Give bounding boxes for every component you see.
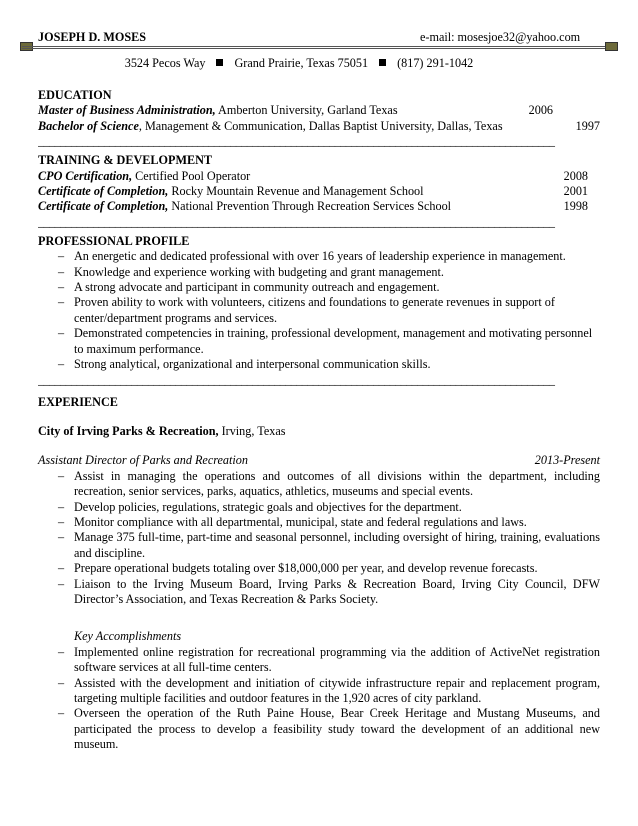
training-entry — [38, 184, 600, 199]
certification-name: Certificate of Completion, — [38, 184, 169, 199]
profile-item — [38, 265, 600, 280]
job-title-row — [38, 453, 600, 468]
accomplishments-heading: Key Accomplishments — [74, 629, 182, 644]
dash-bullet-icon: – — [58, 706, 65, 721]
duty-item — [38, 577, 600, 608]
accomplishment-item — [38, 645, 600, 676]
training-text — [38, 169, 250, 184]
profile-item-text: Strong analytical, organizational and interpersonal communication skills. — [74, 357, 431, 372]
education-text — [38, 119, 503, 134]
duty-item — [38, 500, 600, 515]
training-heading: TRAINING & DEVELOPMENT — [38, 153, 213, 168]
training-entry — [38, 199, 600, 214]
training-text — [38, 199, 451, 214]
header-rule — [22, 46, 616, 49]
education-detail: Amberton University, Garland Texas — [215, 103, 398, 118]
degree-name: Master of Business Administration, — [38, 103, 216, 118]
duty-item-text: Manage 375 full-time, part-time and seasonal personnel, including oversight of hiring, training, evaluations and discipline. — [74, 530, 600, 560]
training-year: 1998 — [563, 199, 588, 214]
experience-heading: EXPERIENCE — [38, 394, 118, 409]
education-year: 1997 — [575, 118, 600, 133]
profile-item-text: Knowledge and experience working with budgeting and grant management. — [74, 264, 444, 279]
resume-body — [38, 88, 600, 753]
dash-bullet-icon: – — [58, 295, 65, 310]
duty-item — [38, 530, 600, 561]
certification-name: Certificate of Completion, — [38, 199, 169, 214]
education-year: 2006 — [528, 103, 553, 118]
accomplishment-item — [38, 676, 600, 707]
dash-bullet-icon: – — [58, 675, 65, 690]
accomplishment-item — [38, 706, 600, 752]
duty-item — [38, 469, 600, 500]
duty-item — [38, 561, 600, 576]
employer-location: Irving, Texas — [218, 423, 286, 438]
certification-name: CPO Certification, — [38, 168, 133, 183]
dash-bullet-icon: – — [58, 326, 65, 341]
degree-name: Bachelor of Science — [38, 118, 139, 133]
applicant-name: JOSEPH D. MOSES — [38, 30, 147, 44]
dash-bullet-icon: – — [58, 644, 65, 659]
profile-item-text: An energetic and dedicated professional with over 16 years of leadership experience in management. — [74, 249, 566, 264]
dash-bullet-icon: – — [58, 280, 65, 295]
profile-item — [38, 249, 600, 264]
profile-item — [38, 326, 600, 357]
duty-item-text: Develop policies, regulations, strategic goals and objectives for the department. — [74, 499, 462, 514]
education-entry — [38, 103, 600, 118]
education-detail: , Management & Communication, Dallas Baptist University, Dallas, Texas — [138, 118, 503, 133]
dash-bullet-icon: – — [58, 514, 65, 529]
city-state-zip: Grand Prairie, Texas 75051 — [234, 56, 369, 70]
job-dates: 2013-Present — [534, 453, 600, 468]
duties-list — [38, 469, 600, 608]
dash-bullet-icon: – — [58, 499, 65, 514]
profile-list — [38, 249, 600, 372]
section-divider: ______________________________________________________________________________________________ — [38, 372, 555, 387]
email-address: e-mail: mosesjoe32@yahoo.com — [420, 30, 581, 44]
street-address: 3524 Pecos Way — [124, 56, 206, 70]
profile-heading: PROFESSIONAL PROFILE — [38, 233, 190, 248]
profile-item-text: Demonstrated competencies in training, professional development, management and motivating personnel to maximum performance. — [74, 326, 593, 356]
duty-item-text: Liaison to the Irving Museum Board, Irving Parks & Recreation Board, Irving City Council, DFW Director’s Association, and Texas Recreation & Parks Society. — [74, 576, 600, 606]
dash-bullet-icon: – — [58, 357, 65, 372]
training-entry — [38, 169, 600, 184]
education-text — [38, 103, 398, 118]
employer-line — [38, 424, 600, 439]
section-divider: ______________________________________________________________________________________________ — [38, 134, 555, 149]
dash-bullet-icon: – — [58, 561, 65, 576]
profile-item — [38, 295, 600, 326]
education-list — [38, 103, 600, 134]
right-rule-ornament — [605, 42, 618, 51]
duty-item-text: Assist in managing the operations and outcomes of all divisions within the department, including recreation, senior services, parks, aquatics, athletics, museums and special events. — [74, 468, 600, 499]
profile-item — [38, 280, 600, 295]
profile-item-text: Proven ability to work with volunteers, citizens and foundations to generate revenues in support of center/department programs and services. — [74, 295, 555, 325]
accomplishment-item-text: Overseen the operation of the Ruth Paine House, Bear Creek Heritage and Mustang Museums, and participated the process to develop a feasibility study toward the development of an additional new museum. — [74, 706, 600, 752]
accomplishments-list — [38, 645, 600, 753]
dash-bullet-icon: – — [58, 576, 65, 591]
dash-bullet-icon: – — [58, 249, 65, 264]
training-detail: Rocky Mountain Revenue and Management School — [168, 184, 424, 199]
training-year: 2001 — [563, 184, 588, 199]
dash-bullet-icon: – — [58, 264, 65, 279]
duty-item-text: Monitor compliance with all departmental, municipal, state and federal regulations and laws. — [74, 514, 527, 529]
phone-number: (817) 291-1042 — [397, 56, 474, 70]
employer-name: City of Irving Parks & Recreation, — [38, 423, 219, 438]
dash-bullet-icon: – — [58, 468, 65, 483]
education-entry — [38, 119, 600, 134]
training-detail: National Prevention Through Recreation Services School — [168, 199, 452, 214]
duty-item-text: Prepare operational budgets totaling over $18,000,000 per year, and develop revenue forecasts. — [74, 561, 538, 576]
job-title: Assistant Director of Parks and Recreation — [38, 453, 248, 468]
square-bullet-icon — [216, 59, 223, 66]
training-year: 2008 — [563, 168, 588, 183]
accomplishment-item-text: Assisted with the development and initiation of citywide infrastructure repair and replacement program, targeting multiple facilities and outdoor features in the 1,920 acres of city parkland. — [74, 675, 600, 705]
profile-item-text: A strong advocate and participant in community outreach and engagement. — [74, 280, 440, 295]
accomplishment-item-text: Implemented online registration for recreational programming via the addition of ActiveNet registration software services at all full-time centers. — [74, 644, 600, 675]
duty-item — [38, 515, 600, 530]
section-divider: ______________________________________________________________________________________________ — [38, 214, 555, 229]
training-detail: Certified Pool Operator — [132, 168, 251, 183]
square-bullet-icon — [379, 59, 386, 66]
training-list — [38, 169, 600, 215]
education-heading: EDUCATION — [38, 88, 112, 102]
dash-bullet-icon: – — [58, 530, 65, 545]
contact-line — [0, 56, 618, 71]
profile-item — [38, 357, 600, 372]
training-text — [38, 184, 424, 199]
